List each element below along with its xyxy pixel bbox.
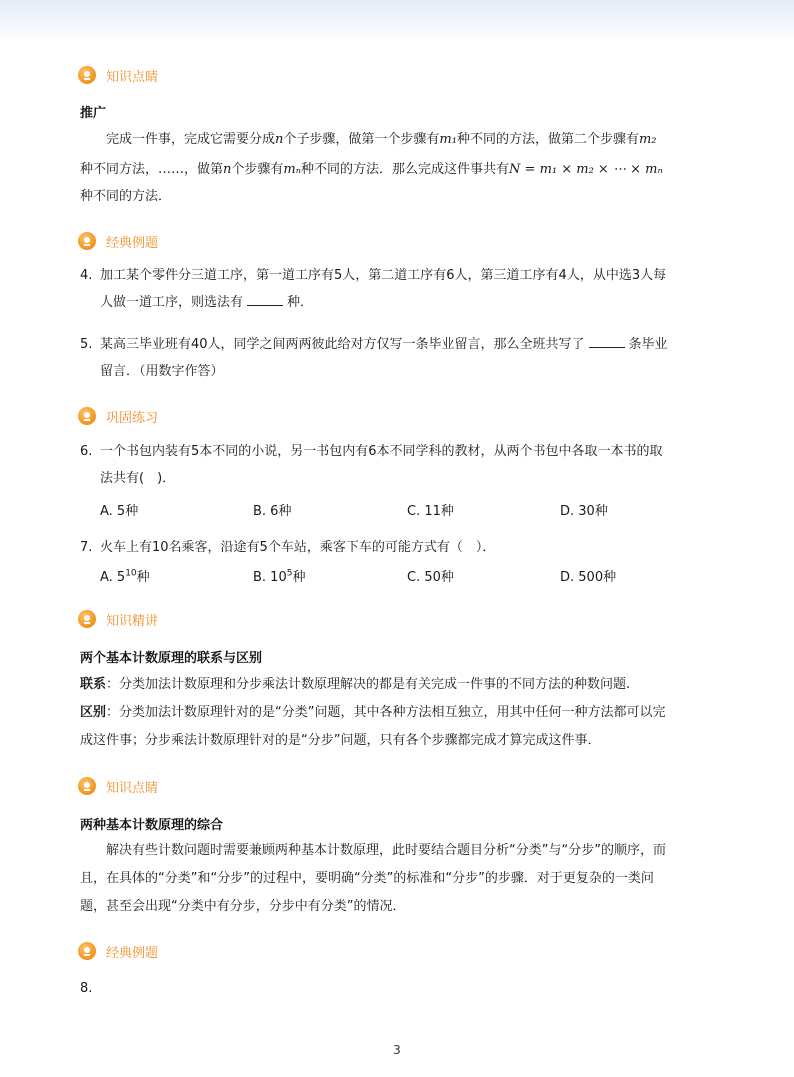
section-header-zhishi-dianjing <box>78 64 158 86</box>
text: B. 10 <box>253 570 287 585</box>
section-header-zhishi-dianjing <box>78 775 158 797</box>
question-number: 5. <box>80 337 93 352</box>
question-number: 7. <box>80 540 93 555</box>
text: 法共有( )． <box>100 471 176 486</box>
lightbulb-icon <box>78 66 96 84</box>
text: 人做一道工序，则选法有 <box>100 295 244 310</box>
section-title: 知识点睛 <box>106 69 159 85</box>
option-d[interactable]: D. 500种 <box>560 570 617 585</box>
page-number: 3 <box>393 1043 401 1057</box>
question-5-text <box>100 331 712 385</box>
section-header-zhishi-jingjiang <box>78 608 158 630</box>
text: 某高三毕业班有40人，同学之间两两彼此给对方仅写一条毕业留言，那么全班共写了 <box>100 337 585 352</box>
zonghe-line2: 且，在具体的“分类”和“分步”的过程中，要明确“分类”的标准和“分步”的步骤．对于更复杂的一类问 <box>80 871 654 886</box>
text: 种 <box>292 570 306 585</box>
header-background <box>0 0 794 44</box>
qubie-line <box>80 699 712 726</box>
answer-blank <box>589 333 625 348</box>
section-header-gonggu-lianxi <box>78 405 158 427</box>
question-number: 8. <box>80 981 93 996</box>
text: ：分类加法计数原理针对的是“分类”问题，其中各种方法相互独立，用其中任何一种方法都可以完 <box>106 705 666 720</box>
text: 种不同的方法．那么完成这件事共有 <box>301 162 510 177</box>
math-n: n <box>275 132 284 147</box>
option-a[interactable] <box>100 566 150 585</box>
option-b[interactable] <box>253 566 305 585</box>
qubie-line2: 成这件事；分步乘法计数原理针对的是“分步”问题，只有各个步骤都完成才算完成这件事． <box>80 733 601 748</box>
option-a[interactable]: A. 5种 <box>100 504 139 519</box>
question-4-text <box>100 262 712 316</box>
question-5-line1 <box>100 331 712 358</box>
lightbulb-icon <box>78 942 96 960</box>
text: 种不同的方法，做第二个步骤有 <box>456 132 639 147</box>
tuiguang-line3: 种不同的方法． <box>80 189 172 204</box>
math-m1: m₁ <box>439 132 457 147</box>
qubie-label: 区别 <box>80 705 107 720</box>
answer-blank <box>247 291 283 306</box>
math-n: n <box>223 162 232 177</box>
section-title: 知识精讲 <box>106 613 159 629</box>
question-6-text <box>100 438 712 492</box>
section-header-jingdian-liti <box>78 230 158 252</box>
question-4-line2 <box>100 289 712 316</box>
lianxi-label: 联系 <box>80 677 107 692</box>
tuiguang-paragraph <box>80 126 712 153</box>
section-header-jingdian-liti <box>78 940 158 962</box>
option-d[interactable]: D. 30种 <box>560 504 608 519</box>
zonghe-line3: 题，甚至会出现“分类中有分步，分步中有分类”的情况． <box>80 899 406 914</box>
tuiguang-line2 <box>80 156 712 183</box>
lightbulb-icon <box>78 407 96 425</box>
superscript: 5 <box>286 568 293 579</box>
text: 种． <box>287 295 314 310</box>
text: A. 5 <box>100 570 126 585</box>
text: 个步骤有 <box>231 162 284 177</box>
section-title: 巩固练习 <box>106 410 159 426</box>
option-b[interactable]: B. 6种 <box>253 504 292 519</box>
text: 个子步骤，做第一个步骤有 <box>283 132 440 147</box>
text: 留言．（用数字作答） <box>100 364 224 379</box>
text: 种 <box>136 570 150 585</box>
lightbulb-icon <box>78 232 96 250</box>
lianxi-line <box>80 671 712 698</box>
option-c[interactable]: C. 50种 <box>407 570 454 585</box>
text: 种不同方法，……，做第 <box>80 162 224 177</box>
lightbulb-icon <box>78 777 96 795</box>
section-title: 知识点睛 <box>106 780 159 796</box>
superscript: 10 <box>125 568 137 579</box>
zonghe-line1: 解决有些计数问题时需要兼顾两种基本计数原理，此时要结合题目分析“分类”与“分步”的顺序，而 <box>106 843 666 858</box>
question-7-text: 火车上有10名乘客，沿途有5个车站，乘客下车的可能方式有（ ）． <box>100 540 496 555</box>
text: 一个书包内装有5本不同的小说，另一书包内有6本不同学科的教材，从两个书包中各取一本书的取 <box>100 444 663 459</box>
option-c[interactable]: C. 11种 <box>407 504 454 519</box>
text: ：分类加法计数原理和分步乘法计数原理解决的都是有关完成一件事的不同方法的种数问题. <box>106 677 631 692</box>
question-number: 4. <box>80 268 93 283</box>
section-title: 经典例题 <box>106 235 159 251</box>
text: 完成一件事，完成它需要分成 <box>106 132 276 147</box>
section-title: 经典例题 <box>106 945 159 961</box>
jingjiang-title: 两个基本计数原理的联系与区别 <box>80 651 263 666</box>
tuiguang-title: 推广 <box>80 106 107 121</box>
math-m2: m₂ <box>638 132 657 147</box>
math-formula: N = m₁ × m₂ × ⋯ × mₙ <box>509 162 663 177</box>
lightbulb-icon <box>78 610 96 628</box>
question-number: 6. <box>80 444 93 459</box>
text: 条毕业 <box>628 337 668 352</box>
math-mn: mₙ <box>283 162 302 177</box>
zonghe-title: 两种基本计数原理的综合 <box>80 818 224 833</box>
text: 加工某个零件分三道工序，第一道工序有5人，第二道工序有6人，第三道工序有4人，从中选3人每 <box>100 268 667 283</box>
